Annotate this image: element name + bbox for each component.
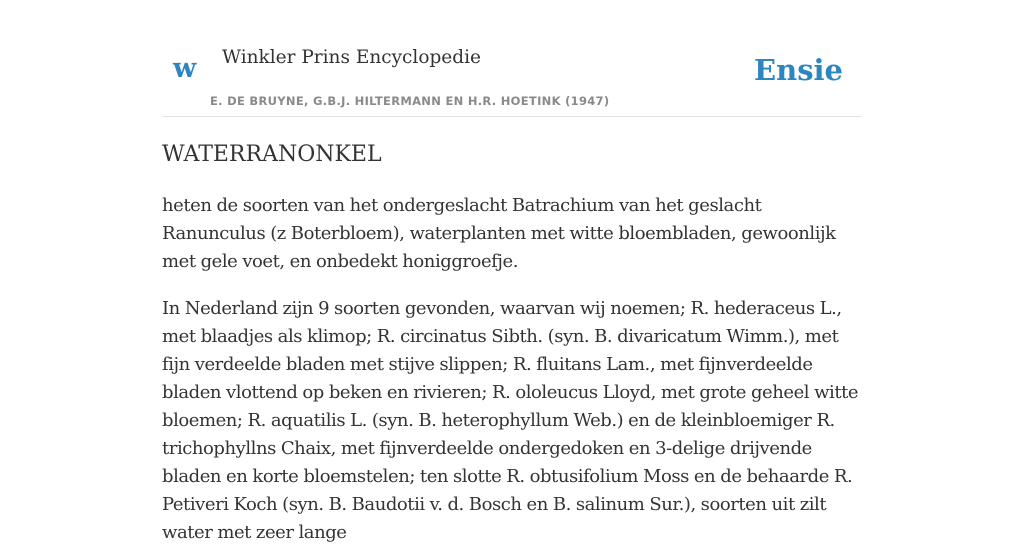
authors-line: E. DE BRUYNE, G.B.J. HILTERMANN EN H.R. HOETINK (1947) [210,94,610,108]
article-headword: WATERRANONKEL [162,142,382,167]
site-logo[interactable]: w [173,53,197,84]
site-title[interactable]: Winkler Prins Encyclopedie [222,47,481,68]
article-paragraph: heten de soorten van het ondergeslacht Batrachium van het geslacht Ranunculus (z Boterbloem), waterplanten met witte bloembladen, gewoonlijk met gele voet, en onbedekt honiggroefje. [162,195,836,272]
article-paragraph: In Nederland zijn 9 soorten gevonden, waarvan wij noemen; R. hederaceus L., met blaadjes als klimop; R. circinatus Sibth. (syn. B. divaricatum Wimm.), met fijn verdeelde bladen met stijve slippen; R. fluitans Lam., met fijnverdeelde bladen vlottend op beken en rivieren; R. ololeucus Lloyd, met grote geheel witte bloemen; R. aquatilis L. (syn. B. heterophyllum Web.) en de kleinbloemiger R. trichophyllns Chaix, met fijnverdeelde ondergedoken en 3-delige drijvende bladen en korte bloemstelen; ten slotte R. obtusifolium Moss en de behaarde R. Petiveri Koch (syn. B. Baudotii v. d. Bosch en B. salinum Sur.), soorten uit zilt water met zeer lange [162,298,859,543]
brand-logo[interactable]: Ensie [754,53,843,87]
article [162,138,862,547]
site-header [162,0,862,117]
